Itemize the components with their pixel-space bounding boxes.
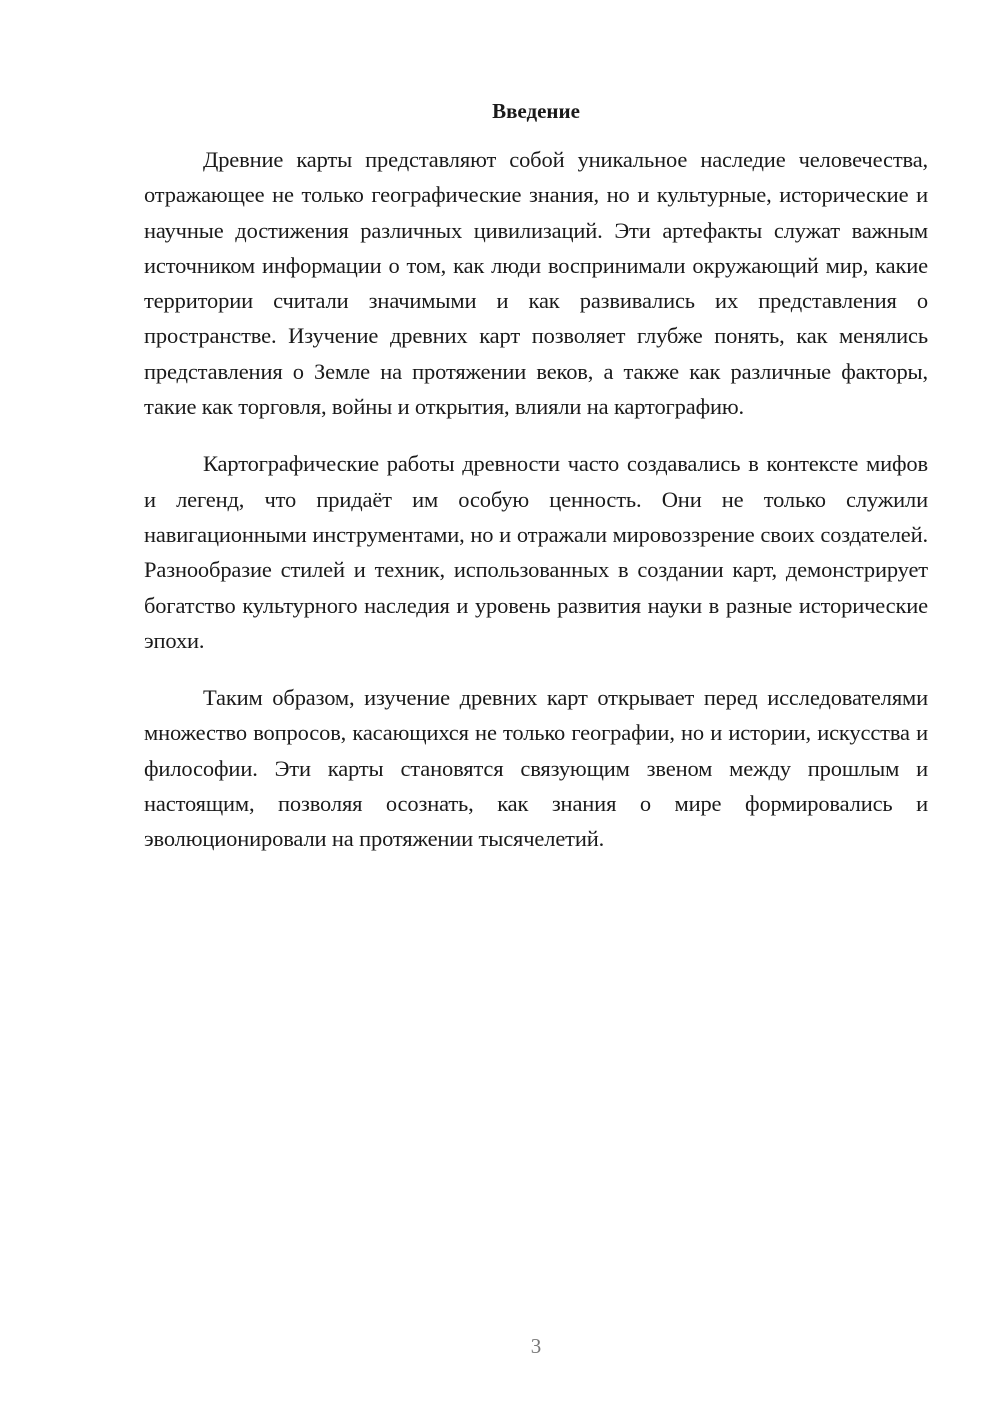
paragraph-1: Древние карты представляют собой уникальное наследие человечества, отражающее не только географические знания, но и культурные, исторические и научные достижения различных цивилизаций. Эти артефакты служат важным источником информации о том, как люди воспринимали окружающий мир, какие территории считали значимыми и как развивались их представления о пространстве. Изучение древних карт позволяет глубже понять, как менялись представления о Земле на протяжении веков, а также как различные факторы, такие как торговля, войны и открытия, влияли на картографию. xyxy=(144,147,928,420)
page-number: 3 xyxy=(530,1334,542,1358)
paragraph-2: Картографические работы древности часто создавались в контексте мифов и легенд, что придаёт им особую ценность. Они не только служили навигационными инструментами, но и отражали мировоззрение своих создателей. Разнообразие стилей и техник, использованных в создании карт, демонстрирует богатство культурного наследия и уровень развития науки в разные исторические эпохи. xyxy=(144,451,928,653)
paragraph-3: Таким образом, изучение древних карт открывает перед исследователями множество вопросов, касающихся не только географии, но и истории, искусства и философии. Эти карты становятся связующим звеном между прошлым и настоящим, позволяя осознать, как знания о мире формировались и эволюционировали на протяжении тысячелетий. xyxy=(144,685,928,852)
body-text xyxy=(144,142,928,879)
section-title: Введение xyxy=(492,99,580,123)
